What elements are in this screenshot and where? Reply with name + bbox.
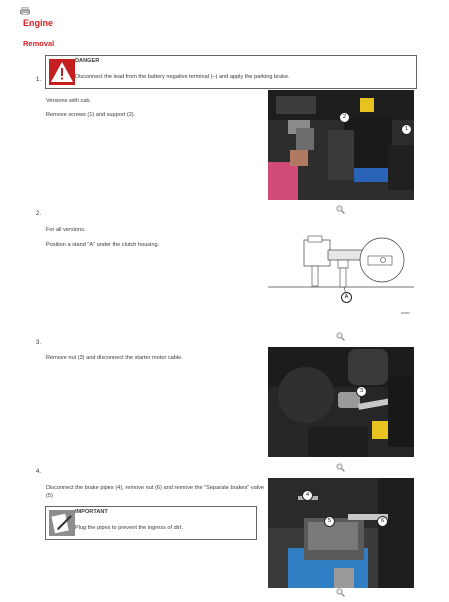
danger-heading: DANGER: [75, 58, 100, 64]
magnifier-icon[interactable]: [336, 459, 345, 468]
step4-photo: [268, 478, 414, 588]
warning-triangle-icon: [49, 59, 75, 85]
important-box: [45, 506, 257, 540]
step-text: Disconnect the brake pipes (4), remove nut (6) and remove the "Separate brakes" valve (5): [46, 485, 264, 499]
note-pencil-icon: [49, 510, 75, 536]
important-heading: IMPORTANT: [75, 509, 108, 515]
magnifier-icon[interactable]: [336, 328, 345, 337]
step-text: For all versions.: [46, 227, 86, 233]
step2-diagram: [268, 228, 414, 318]
magnifier-icon[interactable]: [336, 201, 345, 210]
callout-label: 3: [356, 386, 367, 397]
page-title: Engine: [23, 18, 54, 28]
step1-photo: [268, 90, 414, 200]
callout-label: 5: [324, 516, 335, 527]
danger-text: Disconnect the lead from the battery negative terminal (–) and apply the parking brake.: [75, 74, 290, 80]
step-number: 3.: [36, 340, 42, 346]
step3-photo: [268, 347, 414, 457]
callout-label: 4: [302, 490, 313, 501]
figure-code: D5000: [401, 311, 410, 315]
step-text: Versions with cab.: [46, 98, 92, 104]
step-text: Remove nut (3) and disconnect the starter motor cable.: [46, 355, 183, 361]
callout-label: 2: [339, 112, 350, 123]
step-number: 1.: [36, 77, 42, 83]
step-text: Remove screws (1) and support (2).: [46, 112, 136, 118]
magnifier-icon[interactable]: [336, 584, 345, 593]
callout-label: 6: [377, 516, 388, 527]
callout-label: A: [341, 292, 352, 303]
section-title: Removal: [23, 39, 55, 48]
step-number: 2.: [36, 211, 42, 217]
step-number: 4.: [36, 469, 42, 475]
important-text: Plug the pipes to prevent the ingress of dirt.: [75, 525, 183, 531]
callout-label: 1: [401, 124, 412, 135]
printer-icon[interactable]: [20, 2, 30, 10]
step-text: Position a stand "A" under the clutch housing.: [46, 242, 160, 248]
danger-box: [45, 55, 417, 89]
